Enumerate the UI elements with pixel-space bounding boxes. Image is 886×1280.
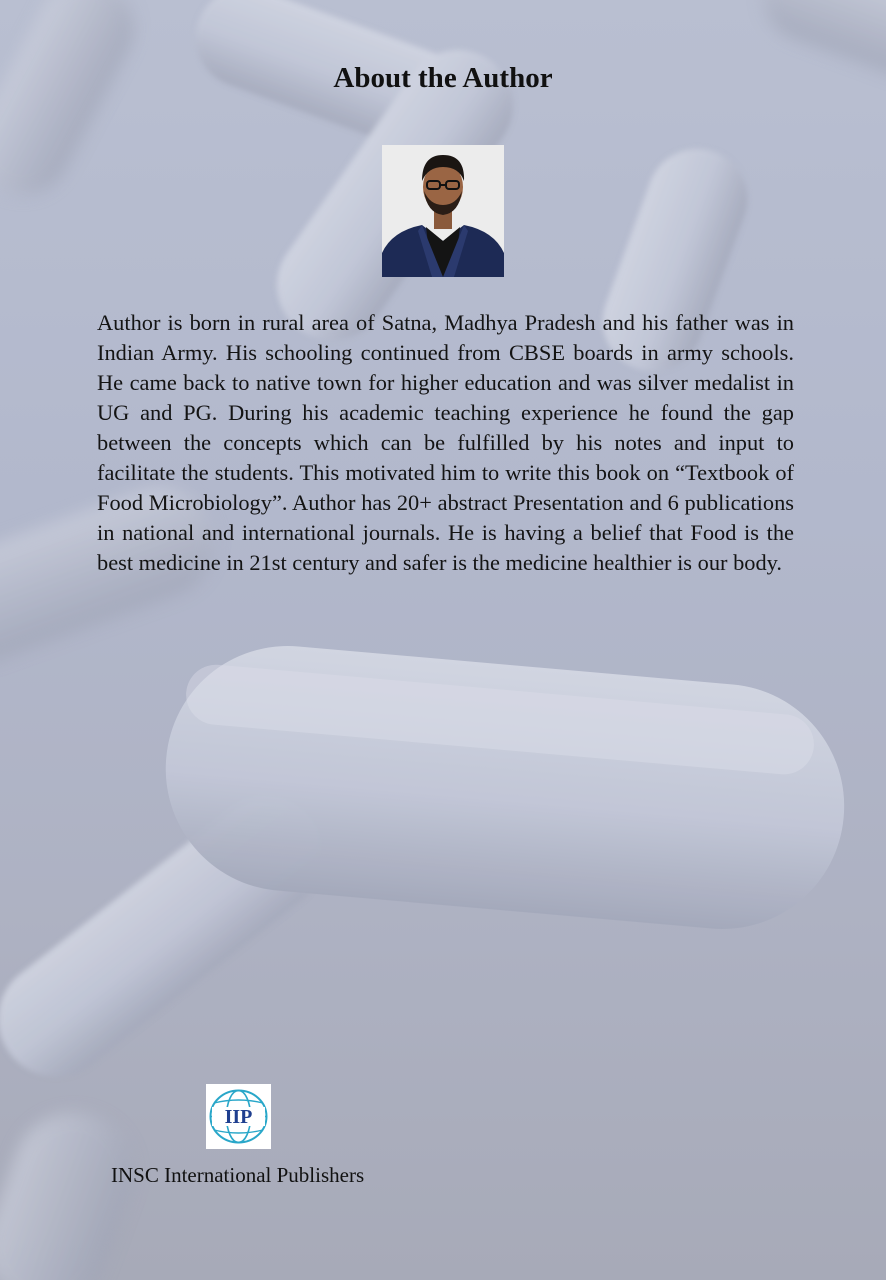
author-photo — [382, 145, 504, 277]
globe-icon — [206, 1084, 271, 1149]
publisher-name: INSC International Publishers — [111, 1163, 365, 1187]
publisher-logo — [206, 1084, 271, 1149]
page-title: About the Author — [333, 62, 553, 94]
author-portrait-illustration — [382, 145, 504, 277]
author-bio: Author is born in rural area of Satna, Madhya Pradesh and his father was in Indian Army. His schooling continued from CBSE boards in army schools. He came back to native town for higher education and was silver medalist in UG and PG. During his academic teaching experience he found the gap between the concepts which can be fulfilled by his notes and input to facilitate the students. This motivated him to write this book on “Textbook of Food Microbiology”. Author has 20+ abstract Presentation and 6 publications in national and international journals. He is having a belief that Food is the best medicine in 21st century and safer is the medicine healthier is our body. — [97, 310, 794, 575]
publisher-logo-text: IIP — [224, 1106, 253, 1128]
